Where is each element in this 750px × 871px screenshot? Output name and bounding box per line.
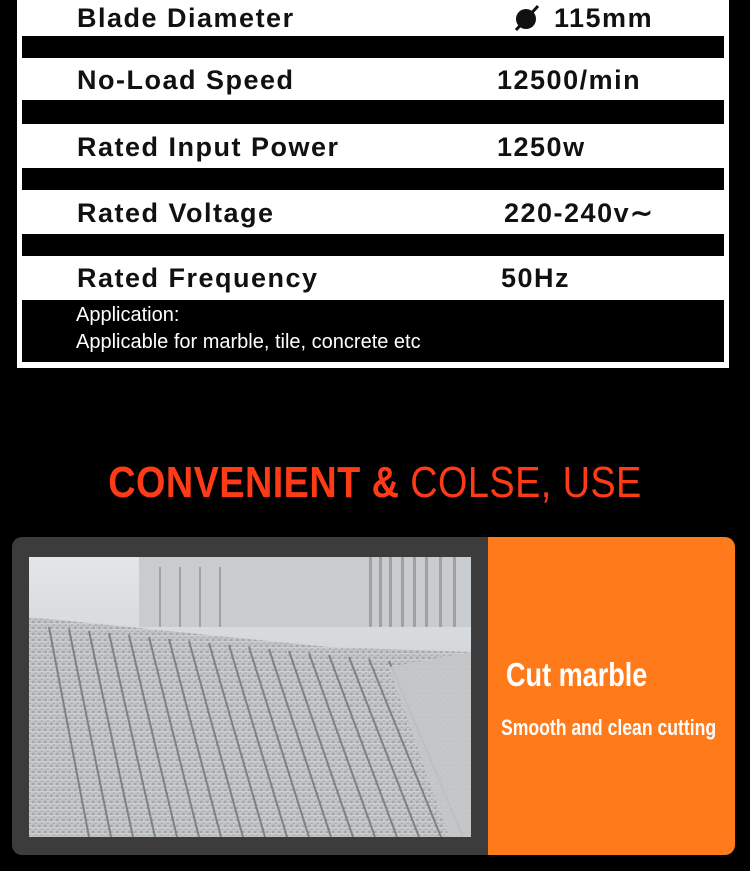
spec-row <box>17 0 729 36</box>
spec-value: 1250w <box>497 132 586 162</box>
spec-value: 220-240v∼ <box>504 198 655 228</box>
spec-row <box>17 124 729 168</box>
application-text: Applicable for marble, tile, concrete etc <box>76 331 421 353</box>
spec-value: 12500/min <box>497 65 642 95</box>
divider <box>22 100 724 124</box>
spec-label: Rated Input Power <box>77 132 340 162</box>
spec-row <box>17 190 729 234</box>
divider <box>22 234 724 256</box>
divider <box>22 36 724 58</box>
spec-label: No-Load Speed <box>77 65 295 95</box>
application-box <box>22 300 724 362</box>
headline-part-2: COLSE, USE <box>410 458 642 507</box>
spec-table <box>17 0 729 368</box>
diameter-icon <box>511 4 541 32</box>
spec-value: 115mm <box>554 3 654 33</box>
divider <box>22 168 724 190</box>
spec-row <box>17 256 729 300</box>
feature-panel <box>488 537 735 855</box>
spec-label: Rated Voltage <box>77 198 275 228</box>
marble-slabs-photo <box>29 557 471 837</box>
headline-part-1: CONVENIENT & <box>108 458 411 507</box>
feature-subtitle: Smooth and clean cutting <box>501 715 717 740</box>
spec-label: Blade Diameter <box>77 3 295 33</box>
spec-value: 50Hz <box>501 263 571 293</box>
feature-title: Cut marble <box>506 656 648 693</box>
spec-row <box>17 58 729 100</box>
marble-slabs-illustration <box>29 557 471 837</box>
feature-card <box>12 537 735 855</box>
headline <box>53 458 698 508</box>
spec-label: Rated Frequency <box>77 263 319 293</box>
application-title: Application: <box>76 304 180 326</box>
